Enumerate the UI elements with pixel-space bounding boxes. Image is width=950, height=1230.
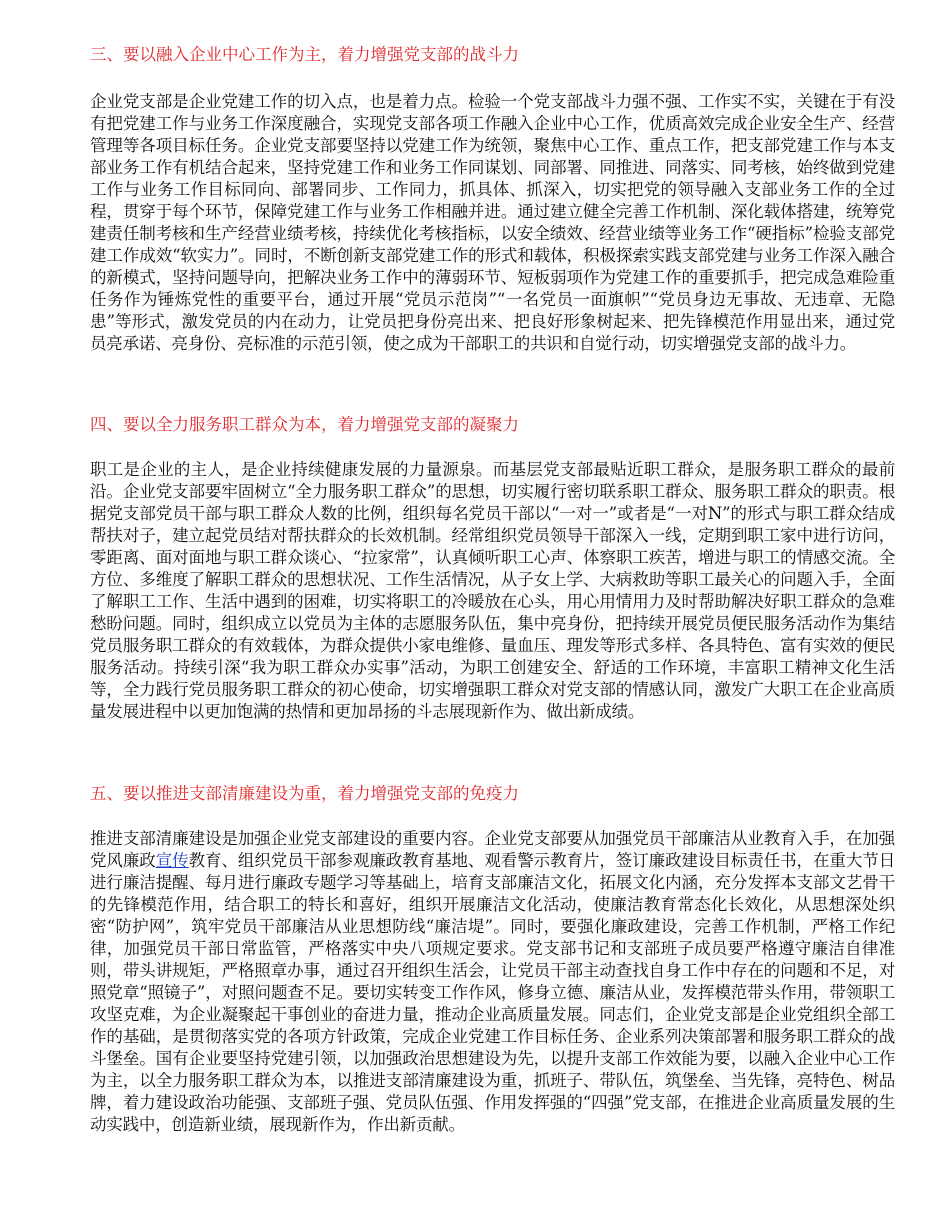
section-5-body-start: 推进支部清廉建设是加强企业党支部建设的重要内容。企业党支部要从加强党员干部廉洁从业教育入手，在加强党风廉政 xyxy=(90,829,895,870)
section-3-heading: 三、要以融入企业中心工作为主，着力增强党支部的战斗力 xyxy=(90,45,519,64)
section-4-heading: 四、要以全力服务职工群众为本，着力增强党支部的凝聚力 xyxy=(90,415,519,434)
section-4-body: 职工是企业的主人，是企业持续健康发展的力量源泉。而基层党支部最贴近职工群众，是服务职工群众的最前沿。企业党支部要牢固树立“全力服务职工群众”的思想，切实履行密切联系职工群众、服务职工群众的职责。根据党支部党员干部与职工群众人数的比例，组织每名党员干部以“一对一”或者是“一对N”的形式与职工群众结成帮扶对子，建立起党员结对帮扶群众的长效机制。经常组织党员领导干部深入一线，定期到职工家中进行访问，零距离、面对面地与职工群众谈心、“拉家常”，认真倾听职工心声、体察职工疾苦，增进与职工的情感交流。全方位、多维度了解职工群众的思想状况、工作生活情况，从子女上学、大病救助等职工最关心的问题入手，全面了解职工工作、生活中遇到的困难，切实将职工的冷暖放在心头，用心用情用力及时帮助解决好职工群众的急难愁盼问题。同时，组织成立以党员为主体的志愿服务队伍，集中亮身份，把持续开展党员便民服务活动作为集结党员服务职工群众的有效载体，为群众提供小家电维修、量血压、理发等形式多样、各具特色、富有实效的便民服务活动。持续引深“我为职工群众办实事”活动，为职工创建安全、舒适的工作环境，丰富职工精神文化生活等，全力践行党员服务职工群众的初心使命，切实增强职工群众对党支部的情感认同，激发广大职工在企业高质量发展进程中以更加饱满的热情和更加昂扬的斗志展现新作为、做出新成绩。 xyxy=(90,460,895,721)
section-5-heading: 五、要以推进支部清廉建设为重，着力增强党支部的免疫力 xyxy=(90,784,519,803)
publicity-link[interactable]: 宣传 xyxy=(155,851,189,870)
section-3-body: 企业党支部是企业党建工作的切入点，也是着力点。检验一个党支部战斗力强不强、工作实不实，关键在于有没有把党建工作与业务工作深度融合，实现党支部各项工作融入企业中心工作，优质高效完成企业安全生产、经营管理等各项目标任务。企业党支部要坚持以党建工作为统领，聚焦中心工作、重点工作，把支部党建工作与本支部业务工作有机结合起来，坚持党建工作和业务工作同谋划、同部署、同推进、同落实、同考核，始终做到党建工作与业务工作目标同向、部署同步、工作同力，抓具体、抓深入，切实把党的领导融入支部业务工作的全过程，贯穿于每个环节，保障党建工作与业务工作相融并进。通过建立健全完善工作机制、深化载体搭建，统筹党建责任制考核和生产经营业绩考核，持续优化考核指标，以安全绩效、经营业绩等业务工作“硬指标”检验支部党建工作成效“软实力”。同时，不断创新支部党建工作的形式和载体，积极探索实践支部党建与业务工作深入融合的新模式，坚持问题导向，把解决业务工作中的薄弱环节、短板弱项作为党建工作的重要抓手，把完成急难险重任务作为锤炼党性的重要平台，通过开展“党员示范岗”“一名党员一面旗帜”“党员身边无事故、无违章、无隐患”等形式，激发党员的内在动力，让党员把身份亮出来、把良好形象树起来、把先锋模范作用显出来，通过党员亮承诺、亮身份、亮标准的示范引领，使之成为干部职工的共识和自觉行动，切实增强党支部的战斗力。 xyxy=(90,92,895,353)
section-5-body-rest: 教育、组织党员干部参观廉政教育基地、观看警示教育片，签订廉政建设目标责任书，在重大节日进行廉洁提醒、每月进行廉政专题学习等基础上，培育支部廉洁文化，拓展文化内涵，充分发挥本支部文艺骨干的先锋模范作用，结合职工的特长和喜好，组织开展廉洁文化活动，使廉洁教育常态化长效化，从思想深处织密“防护网”，筑牢党员干部廉洁从业思想防线“廉洁堤”。同时，要强化廉政建设，完善工作机制，严格工作纪律，加强党员干部日常监管，严格落实中央八项规定要求。党支部书记和支部班子成员要严格遵守廉洁自律准则，带头讲规矩，严格照章办事，通过召开组织生活会，让党员干部主动查找自身工作中存在的问题和不足，对照党章“照镜子”，对照问题查不足。要切实转变工作作风，修身立德、廉洁从业，发挥模范带头作用，带领职工攻坚克难，为企业凝聚起干事创业的奋进力量，推动企业高质量发展。同志们，企业党支部是企业党组织全部工作的基础，是贯彻落实党的各项方针政策，完成企业党建工作目标任务、企业系列决策部署和服务职工群众的战斗堡垒。国有企业要坚持党建引领，以加强政治思想建设为先，以提升支部工作效能为要，以融入企业中心工作为主，以全力服务职工群众为本，以推进支部清廉建设为重，抓班子、带队伍，筑堡垒、当先锋，亮特色、树品牌，着力建设政治功能强、支部班子强、党员队伍强、作用发挥强的“四强”党支部，在推进企业高质量发展的生动实践中，创造新业绩，展现新作为，作出新贡献。 xyxy=(90,851,896,1134)
section-5-body xyxy=(90,828,895,1136)
